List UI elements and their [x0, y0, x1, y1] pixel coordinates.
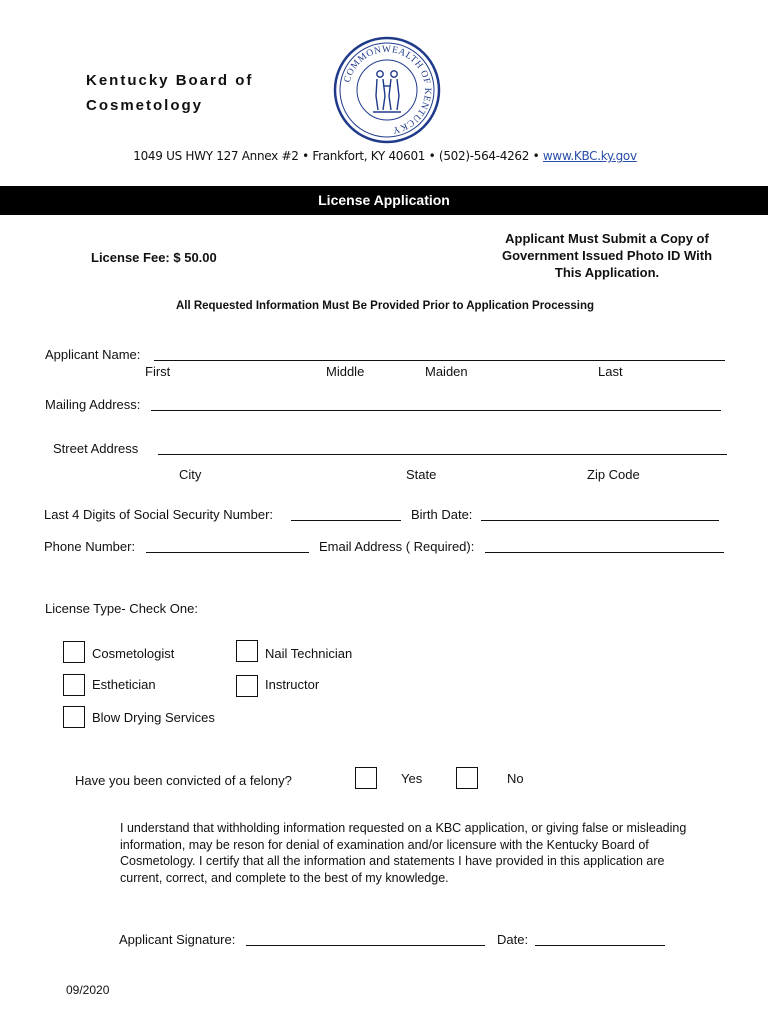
street-address-field[interactable] [158, 454, 727, 455]
ssn-field[interactable] [291, 520, 401, 521]
id-requirement-notice: Applicant Must Submit a Copy of Government Issued Photo ID With This Application. [501, 231, 713, 280]
street-address-label: Street Address [53, 441, 139, 456]
kentucky-seal-logo [333, 36, 441, 144]
birth-date-label: Birth Date: [411, 507, 473, 522]
applicant-signature-label: Applicant Signature: [119, 932, 236, 947]
phone-number-field[interactable] [146, 552, 309, 553]
org-name-line1: Kentucky Board of [86, 72, 254, 89]
form-revision-date: 09/2020 [66, 983, 110, 997]
name-middle-caption: Middle [326, 364, 365, 379]
state-caption: State [406, 467, 437, 482]
nail-technician-label: Nail Technician [265, 646, 353, 661]
website-link[interactable]: www.KBC.ky.gov [542, 149, 637, 163]
nail-technician-checkbox[interactable] [236, 640, 258, 662]
applicant-signature-field[interactable] [246, 945, 485, 946]
esthetician-checkbox[interactable] [63, 674, 85, 696]
instructor-label: Instructor [265, 677, 320, 692]
cosmetologist-label: Cosmetologist [92, 646, 175, 661]
certification-statement: I understand that withholding information requested on a KBC application, or giving false or misleading information, may be reson for denial of examination and/or licensure with the Kentucky Board of Cosmetology. I certify that all the information and statements I have provided in this application are current, correct, and complete to the best of my knowledge. [120, 821, 687, 885]
signature-date-field[interactable] [535, 945, 665, 946]
name-last-caption: Last [598, 364, 623, 379]
signature-date-label: Date: [497, 932, 529, 947]
applicant-name-field[interactable] [154, 360, 725, 361]
license-fee: License Fee: $ 50.00 [91, 250, 217, 265]
felony-question: Have you been convicted of a felony? [75, 773, 292, 788]
license-type-label: License Type- Check One: [45, 601, 198, 616]
felony-no-label: No [507, 771, 524, 786]
name-maiden-caption: Maiden [425, 364, 468, 379]
address-text: 1049 US HWY 127 Annex #2 • Frankfort, KY 40601 • (502)-564-4262 • [133, 149, 540, 163]
email-address-label: Email Address ( Required): [319, 539, 475, 554]
page-title-bar [0, 186, 768, 215]
mailing-address-label: Mailing Address: [45, 397, 141, 412]
instructor-checkbox[interactable] [236, 675, 258, 697]
city-caption: City [179, 467, 202, 482]
cosmetologist-checkbox[interactable] [63, 641, 85, 663]
required-info-notice: All Requested Information Must Be Provided Prior to Application Processing [175, 300, 595, 312]
ssn-label: Last 4 Digits of Social Security Number: [44, 507, 274, 522]
blow-drying-services-label: Blow Drying Services [92, 710, 215, 725]
name-first-caption: First [145, 364, 171, 379]
email-address-field[interactable] [485, 552, 724, 553]
org-name-line2: Cosmetology [86, 97, 204, 114]
mailing-address-field[interactable] [151, 410, 721, 411]
seal-text: COMMONWEALTH OF KENTUCKY [342, 44, 433, 135]
phone-number-label: Phone Number: [44, 539, 136, 554]
zip-code-caption: Zip Code [587, 467, 640, 482]
svg-text:COMMONWEALTH OF KENTUCKY [343, 45, 432, 135]
felony-no-checkbox[interactable] [456, 767, 478, 789]
birth-date-field[interactable] [481, 520, 719, 521]
blow-drying-services-checkbox[interactable] [63, 706, 85, 728]
page-title: License Application [318, 192, 450, 208]
felony-yes-label: Yes [401, 771, 423, 786]
felony-yes-checkbox[interactable] [355, 767, 377, 789]
esthetician-label: Esthetician [92, 677, 156, 692]
applicant-name-label: Applicant Name: [45, 347, 141, 362]
address-line [0, 149, 770, 163]
